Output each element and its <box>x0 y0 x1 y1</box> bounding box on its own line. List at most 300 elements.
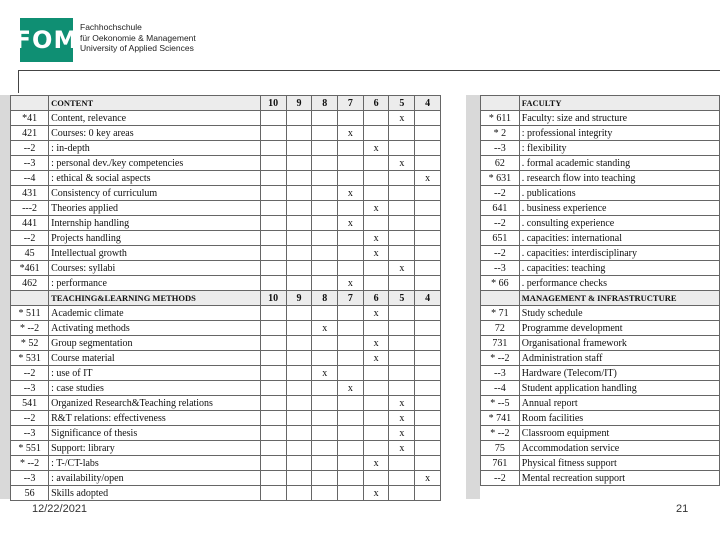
item-description: Content, relevance <box>49 111 260 126</box>
item-code: * 511 <box>11 306 49 321</box>
item-code: 75 <box>481 441 520 456</box>
table-row <box>11 351 441 366</box>
rating-cell <box>338 411 364 426</box>
item-code: * 531 <box>11 351 49 366</box>
rating-cell <box>415 276 441 291</box>
item-code: * --2 <box>11 321 49 336</box>
institution-line-3: University of Applied Sciences <box>80 43 194 53</box>
rating-cell <box>338 306 364 321</box>
rating-cell <box>338 396 364 411</box>
evaluation-table-left <box>10 95 441 501</box>
item-code: * --2 <box>481 426 520 441</box>
rating-cell <box>415 186 441 201</box>
table-row <box>11 156 441 171</box>
rating-mark: x <box>363 486 389 501</box>
section-title: TEACHING&LEARNING METHODS <box>49 291 260 306</box>
item-description: . consulting experience <box>519 216 719 231</box>
table-row <box>11 141 441 156</box>
rating-cell <box>286 246 312 261</box>
rating-cell <box>312 411 338 426</box>
item-code: 462 <box>11 276 49 291</box>
section-title: MANAGEMENT & INFRASTRUCTURE <box>519 291 719 306</box>
rating-cell <box>415 486 441 501</box>
rating-cell <box>312 306 338 321</box>
rating-cell <box>415 141 441 156</box>
item-description: Courses: syllabi <box>49 261 260 276</box>
rating-cell <box>260 186 286 201</box>
item-code: --3 <box>481 141 520 156</box>
table-row <box>11 126 441 141</box>
rating-cell <box>312 471 338 486</box>
header-code-cell <box>11 96 49 111</box>
item-code: --3 <box>481 366 520 381</box>
rating-cell <box>312 441 338 456</box>
rating-cell <box>312 351 338 366</box>
rating-cell <box>363 366 389 381</box>
item-description: : personal dev./key competencies <box>49 156 260 171</box>
rating-cell <box>389 351 415 366</box>
rating-cell <box>363 186 389 201</box>
rating-cell <box>389 336 415 351</box>
item-description: : professional integrity <box>519 126 719 141</box>
rating-cell <box>415 201 441 216</box>
scale-label: 5 <box>389 96 415 111</box>
rating-cell <box>338 171 364 186</box>
table-row <box>11 216 441 231</box>
rating-mark: x <box>363 246 389 261</box>
rating-cell <box>260 471 286 486</box>
item-code: --2 <box>481 186 520 201</box>
item-code: * --2 <box>11 456 49 471</box>
item-code: --3 <box>11 156 49 171</box>
rating-cell <box>389 201 415 216</box>
item-description: . performance checks <box>519 276 719 291</box>
item-description: Administration staff <box>519 351 719 366</box>
rating-cell <box>338 456 364 471</box>
item-description: : T-/CT-labs <box>49 456 260 471</box>
section-title: CONTENT <box>49 96 260 111</box>
item-code: --4 <box>481 381 520 396</box>
item-code: 731 <box>481 336 520 351</box>
rating-cell <box>286 486 312 501</box>
table-row <box>11 246 441 261</box>
item-code: --2 <box>481 216 520 231</box>
rating-cell <box>363 276 389 291</box>
rating-cell <box>415 156 441 171</box>
rating-cell <box>286 111 312 126</box>
item-description: Internship handling <box>49 216 260 231</box>
item-description: Consistency of curriculum <box>49 186 260 201</box>
rating-mark: x <box>338 186 364 201</box>
rating-cell <box>260 216 286 231</box>
table-row <box>11 426 441 441</box>
rating-cell <box>338 201 364 216</box>
rating-cell <box>415 456 441 471</box>
item-description: Student application handling <box>519 381 719 396</box>
table-row <box>481 381 720 396</box>
rating-cell <box>286 141 312 156</box>
table-row <box>11 321 441 336</box>
rating-cell <box>363 156 389 171</box>
scale-label: 10 <box>260 96 286 111</box>
table-row <box>481 336 720 351</box>
item-description: : use of IT <box>49 366 260 381</box>
rating-cell <box>286 216 312 231</box>
header-frame <box>18 70 720 93</box>
rating-cell <box>312 276 338 291</box>
rating-cell <box>415 396 441 411</box>
table-row <box>11 486 441 501</box>
rating-cell <box>312 141 338 156</box>
table-row <box>11 441 441 456</box>
item-code: * 2 <box>481 126 520 141</box>
rating-mark: x <box>338 381 364 396</box>
item-description: Faculty: size and structure <box>519 111 719 126</box>
rating-cell <box>389 456 415 471</box>
rating-cell <box>415 306 441 321</box>
table-row <box>11 201 441 216</box>
table-row <box>11 306 441 321</box>
item-description: : flexibility <box>519 141 719 156</box>
table-row <box>481 396 720 411</box>
item-description: Classroom equipment <box>519 426 719 441</box>
rating-mark: x <box>363 351 389 366</box>
item-description: Theories applied <box>49 201 260 216</box>
rating-cell <box>389 366 415 381</box>
scale-label: 4 <box>415 291 441 306</box>
rating-cell <box>260 441 286 456</box>
rating-cell <box>260 336 286 351</box>
rating-cell <box>389 306 415 321</box>
rating-cell <box>363 261 389 276</box>
table-row <box>11 396 441 411</box>
table-row <box>481 171 720 186</box>
rating-mark: x <box>389 411 415 426</box>
item-code: 421 <box>11 126 49 141</box>
item-code: 651 <box>481 231 520 246</box>
rating-cell <box>363 381 389 396</box>
item-code: --3 <box>11 426 49 441</box>
item-description: Accommodation service <box>519 441 719 456</box>
rating-cell <box>286 321 312 336</box>
rating-cell <box>415 261 441 276</box>
header-code-cell <box>481 96 520 111</box>
item-code: * 741 <box>481 411 520 426</box>
rating-mark: x <box>312 366 338 381</box>
rating-cell <box>389 321 415 336</box>
rating-cell <box>260 276 286 291</box>
item-code: --2 <box>11 411 49 426</box>
table-row <box>11 276 441 291</box>
rating-cell <box>389 126 415 141</box>
item-code: *41 <box>11 111 49 126</box>
rating-cell <box>312 426 338 441</box>
item-code: --2 <box>11 141 49 156</box>
rating-cell <box>415 216 441 231</box>
rating-cell <box>312 336 338 351</box>
rating-cell <box>286 276 312 291</box>
table-row <box>481 246 720 261</box>
rating-cell <box>260 156 286 171</box>
fom-logo: FOM <box>20 18 73 62</box>
rating-cell <box>286 426 312 441</box>
rating-mark: x <box>363 141 389 156</box>
item-description: R&T relations: effectiveness <box>49 411 260 426</box>
rating-cell <box>260 306 286 321</box>
rating-cell <box>338 261 364 276</box>
table-row <box>11 366 441 381</box>
item-code: * --2 <box>481 351 520 366</box>
table-row <box>481 456 720 471</box>
table-row <box>481 231 720 246</box>
rating-cell <box>415 126 441 141</box>
rating-cell <box>363 411 389 426</box>
page-number: 21 <box>676 503 689 515</box>
rating-mark: x <box>389 396 415 411</box>
rating-cell <box>286 171 312 186</box>
rating-cell <box>338 156 364 171</box>
rating-mark: x <box>363 456 389 471</box>
rating-cell <box>312 111 338 126</box>
rating-cell <box>286 186 312 201</box>
section-header-row <box>481 291 720 306</box>
item-code: 441 <box>11 216 49 231</box>
scale-label: 5 <box>389 291 415 306</box>
section-title: FACULTY <box>519 96 719 111</box>
middle-gap-strip <box>466 95 480 499</box>
rating-cell <box>286 306 312 321</box>
item-code: * 611 <box>481 111 520 126</box>
rating-cell <box>389 276 415 291</box>
institution-line-2: für Oekonomie & Management <box>80 32 196 43</box>
item-description: Mental recreation support <box>519 471 719 486</box>
table-row <box>481 201 720 216</box>
rating-cell <box>260 261 286 276</box>
table-row <box>11 381 441 396</box>
rating-cell <box>312 201 338 216</box>
table-row <box>11 261 441 276</box>
rating-cell <box>389 381 415 396</box>
scale-label: 10 <box>260 291 286 306</box>
rating-cell <box>363 426 389 441</box>
table-row <box>481 366 720 381</box>
rating-cell <box>312 171 338 186</box>
table-row <box>11 171 441 186</box>
section-header-row <box>11 291 441 306</box>
rating-cell <box>260 231 286 246</box>
item-description: . capacities: teaching <box>519 261 719 276</box>
item-code: --3 <box>11 381 49 396</box>
scale-label: 8 <box>312 291 338 306</box>
rating-cell <box>363 216 389 231</box>
rating-cell <box>363 321 389 336</box>
rating-cell <box>312 216 338 231</box>
section-header-row <box>11 96 441 111</box>
rating-cell <box>415 426 441 441</box>
rating-cell <box>260 486 286 501</box>
header-code-cell <box>481 291 520 306</box>
evaluation-table-right <box>480 95 720 486</box>
item-description: : performance <box>49 276 260 291</box>
footer-date: 12/22/2021 <box>32 503 88 515</box>
rating-cell <box>286 351 312 366</box>
item-description: Projects handling <box>49 231 260 246</box>
rating-mark: x <box>389 441 415 456</box>
item-description: Physical fitness support <box>519 456 719 471</box>
item-description: : ethical & social aspects <box>49 171 260 186</box>
rating-cell <box>286 366 312 381</box>
item-description: . publications <box>519 186 719 201</box>
rating-cell <box>260 426 286 441</box>
item-description: . capacities: international <box>519 231 719 246</box>
rating-mark: x <box>338 216 364 231</box>
rating-cell <box>312 486 338 501</box>
table-row <box>481 186 720 201</box>
item-code: --2 <box>481 471 520 486</box>
item-description: Study schedule <box>519 306 719 321</box>
table-row <box>481 216 720 231</box>
item-description: : case studies <box>49 381 260 396</box>
rating-cell <box>415 246 441 261</box>
rating-mark: x <box>415 171 441 186</box>
rating-mark: x <box>363 336 389 351</box>
rating-cell <box>286 396 312 411</box>
rating-cell <box>338 111 364 126</box>
item-description: Activating methods <box>49 321 260 336</box>
rating-cell <box>260 126 286 141</box>
rating-cell <box>363 396 389 411</box>
item-code: --2 <box>481 246 520 261</box>
rating-cell <box>260 366 286 381</box>
item-code: --2 <box>11 231 49 246</box>
scale-label: 7 <box>338 96 364 111</box>
table-row <box>11 471 441 486</box>
scale-label: 9 <box>286 96 312 111</box>
rating-cell <box>286 441 312 456</box>
item-code: --3 <box>11 471 49 486</box>
item-description: Hardware (Telecom/IT) <box>519 366 719 381</box>
item-description: Courses: 0 key areas <box>49 126 260 141</box>
rating-cell <box>389 231 415 246</box>
table-row <box>11 231 441 246</box>
rating-cell <box>312 396 338 411</box>
rating-cell <box>389 216 415 231</box>
rating-mark: x <box>363 306 389 321</box>
rating-cell <box>389 471 415 486</box>
rating-cell <box>338 366 364 381</box>
rating-cell <box>312 186 338 201</box>
rating-cell <box>415 111 441 126</box>
rating-mark: x <box>363 201 389 216</box>
rating-cell <box>286 336 312 351</box>
rating-cell <box>415 336 441 351</box>
rating-cell <box>338 321 364 336</box>
scale-label: 6 <box>363 96 389 111</box>
scale-label: 8 <box>312 96 338 111</box>
item-description: Annual report <box>519 396 719 411</box>
rating-cell <box>312 231 338 246</box>
rating-cell <box>338 246 364 261</box>
item-description: Room facilities <box>519 411 719 426</box>
table-row <box>481 261 720 276</box>
item-description: Support: library <box>49 441 260 456</box>
table-row <box>481 141 720 156</box>
item-code: 72 <box>481 321 520 336</box>
rating-cell <box>286 261 312 276</box>
rating-cell <box>286 201 312 216</box>
item-code: ---2 <box>11 201 49 216</box>
rating-cell <box>338 351 364 366</box>
rating-mark: x <box>389 426 415 441</box>
rating-cell <box>260 411 286 426</box>
table-row <box>481 126 720 141</box>
rating-cell <box>338 441 364 456</box>
rating-mark: x <box>312 321 338 336</box>
scale-label: 4 <box>415 96 441 111</box>
table-row <box>11 111 441 126</box>
rating-cell <box>260 456 286 471</box>
rating-cell <box>415 321 441 336</box>
table-row <box>11 411 441 426</box>
table-row <box>481 426 720 441</box>
table-row <box>11 456 441 471</box>
item-description: Intellectual growth <box>49 246 260 261</box>
item-code: --3 <box>481 261 520 276</box>
rating-cell <box>260 321 286 336</box>
rating-cell <box>286 126 312 141</box>
item-code: 56 <box>11 486 49 501</box>
rating-cell <box>286 156 312 171</box>
item-code: * 71 <box>481 306 520 321</box>
rating-cell <box>286 231 312 246</box>
rating-cell <box>286 456 312 471</box>
item-code: * 66 <box>481 276 520 291</box>
rating-cell <box>338 231 364 246</box>
rating-cell <box>286 411 312 426</box>
rating-cell <box>415 381 441 396</box>
rating-cell <box>286 381 312 396</box>
table-row <box>481 441 720 456</box>
rating-mark: x <box>415 471 441 486</box>
item-description: Organized Research&Teaching relations <box>49 396 260 411</box>
rating-cell <box>260 381 286 396</box>
item-description: . research flow into teaching <box>519 171 719 186</box>
rating-cell <box>312 156 338 171</box>
rating-cell <box>312 261 338 276</box>
item-code: 641 <box>481 201 520 216</box>
item-description: Skills adopted <box>49 486 260 501</box>
rating-cell <box>415 366 441 381</box>
rating-cell <box>363 126 389 141</box>
item-description: Course material <box>49 351 260 366</box>
table-row <box>481 411 720 426</box>
item-code: 62 <box>481 156 520 171</box>
rating-cell <box>363 111 389 126</box>
item-code: *461 <box>11 261 49 276</box>
item-description: . business experience <box>519 201 719 216</box>
rating-cell <box>415 441 441 456</box>
rating-cell <box>338 471 364 486</box>
item-description: Programme development <box>519 321 719 336</box>
item-code: --4 <box>11 171 49 186</box>
rating-cell <box>260 396 286 411</box>
section-header-row <box>481 96 720 111</box>
item-code: 761 <box>481 456 520 471</box>
rating-mark: x <box>338 126 364 141</box>
rating-cell <box>415 231 441 246</box>
rating-cell <box>338 141 364 156</box>
table-row <box>11 336 441 351</box>
